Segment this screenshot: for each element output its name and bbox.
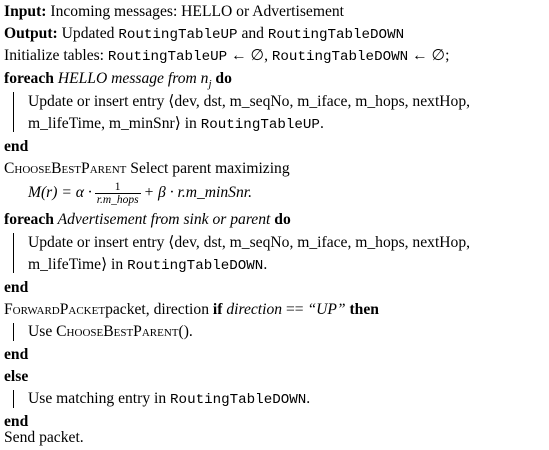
procedure-text: Select parent maximizing <box>126 160 290 177</box>
code-routing-table-up: RoutingTableUP <box>118 27 238 43</box>
initialize-line <box>4 46 449 68</box>
condition-value: “UP” <box>307 301 346 318</box>
code-routing-table-up: RoutingTableUP <box>107 49 228 65</box>
end-keyword: end <box>4 413 29 430</box>
input-keyword: Input: <box>4 3 47 20</box>
foreach-condition: Advertisement from sink or parent <box>53 211 271 228</box>
code-routing-table-down: RoutingTableDOWN <box>271 49 409 65</box>
foreach-keyword: foreach <box>4 211 54 228</box>
formula-fraction <box>95 181 141 206</box>
foreach-advert-line <box>4 210 291 232</box>
fraction-numerator: 1 <box>95 181 141 194</box>
foreach-condition: HELLO message from <box>53 70 201 87</box>
send-packet-line <box>4 428 84 450</box>
end-keyword: end <box>4 346 29 363</box>
if-keyword: if <box>212 301 223 318</box>
initialize-text: Initialize tables: <box>4 47 108 64</box>
update-text: Update or insert entry ⟨dev, dst, m_seqNo, m_iface, m_hops, nextHop, <box>28 234 471 251</box>
update-down-line-2 <box>28 255 267 277</box>
node-variable: n <box>200 70 209 87</box>
assign-empty: ← ∅; <box>408 47 450 64</box>
else-line <box>4 367 28 389</box>
end-line <box>4 345 28 367</box>
procedure-name: ForwardPacket <box>4 301 106 318</box>
input-line <box>4 2 344 24</box>
period: . <box>263 256 268 273</box>
output-keyword: Output: <box>4 25 58 42</box>
send-text: Send packet. <box>4 429 84 446</box>
code-routing-table-up: RoutingTableUP <box>200 117 320 133</box>
forward-packet-line <box>4 300 379 322</box>
update-up-line-1 <box>28 92 470 114</box>
foreach-keyword: foreach <box>4 70 54 87</box>
update-down-line-1 <box>28 233 470 255</box>
block-bar <box>13 92 14 132</box>
update-text: m_lifeTime, m_minSnr⟩ in <box>28 115 201 132</box>
use-text: Use matching entry in <box>28 390 171 407</box>
foreach-hello-line <box>4 69 232 91</box>
code-routing-table-down: RoutingTableDOWN <box>267 27 405 43</box>
use-text: Use <box>28 323 57 340</box>
code-routing-table-down: RoutingTableDOWN <box>170 392 307 408</box>
then-keyword: then <box>345 301 379 318</box>
formula-lhs: M(r) = α · <box>28 184 92 201</box>
output-text-and: and <box>237 25 268 42</box>
assign-empty: ← ∅, <box>227 47 272 64</box>
code-routing-table-down: RoutingTableDOWN <box>127 258 264 274</box>
block-bar <box>13 233 14 273</box>
do-keyword: do <box>270 211 291 228</box>
update-up-line-2 <box>28 114 324 136</box>
choose-parent-line <box>4 159 290 181</box>
period: . <box>306 390 311 407</box>
procedure-args: packet, direction <box>105 301 213 318</box>
condition-variable: direction <box>222 301 283 318</box>
do-keyword: do <box>211 70 232 87</box>
output-line <box>4 24 404 46</box>
period: . <box>319 115 324 132</box>
use-matching-line <box>28 389 310 411</box>
update-text: Update or insert entry ⟨dev, dst, m_seqNo, m_iface, m_hops, nextHop, <box>28 93 471 110</box>
input-text: Incoming messages: HELLO or Advertisement <box>46 3 344 20</box>
fraction-denominator: r.m_hops <box>96 193 139 206</box>
procedure-name: ChooseBestParent <box>56 323 179 340</box>
call-suffix: (). <box>178 323 193 340</box>
block-bar <box>13 390 14 408</box>
block-bar <box>13 323 14 341</box>
equals-operator: == <box>282 301 308 318</box>
use-parent-line <box>28 322 193 344</box>
metric-formula <box>28 180 252 206</box>
procedure-name: ChooseBestParent <box>4 160 127 177</box>
end-keyword: end <box>4 138 29 155</box>
end-keyword: end <box>4 279 29 296</box>
formula-rhs: + β · r.m_minSnr. <box>143 184 253 201</box>
node-subscript: j <box>208 78 212 91</box>
else-keyword: else <box>4 368 29 385</box>
end-line <box>4 137 28 159</box>
output-text: Updated <box>57 25 119 42</box>
end-line <box>4 278 28 300</box>
update-text: m_lifeTime⟩ in <box>28 256 128 273</box>
